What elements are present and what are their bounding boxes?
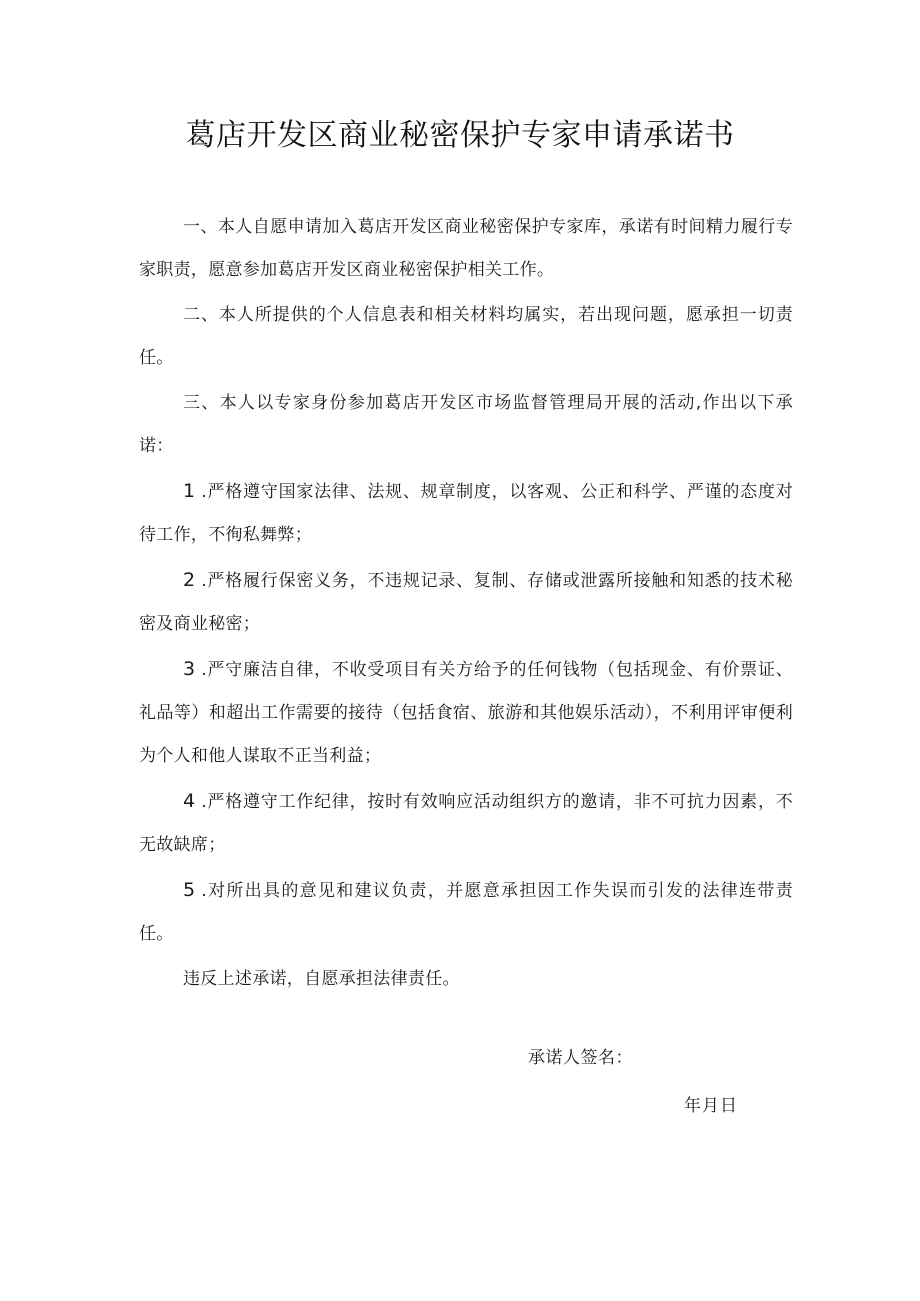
item-number: 1 [183,480,196,502]
item-number: 2 [183,569,196,591]
item-text: .严格履行保密义务，不违规记录、复制、存储或泄露所接触和知悉的技术秘密及商业秘密； [139,571,793,634]
paragraph-3: 三、本人以专家身份参加葛店开发区市场监督管理局开展的活动,作出以下承诺： [139,393,793,456]
item-number: 5 [183,879,196,901]
commitment-item-1 [139,470,793,557]
item-text: .严格遵守国家法律、法规、规章制度，以客观、公正和科学、严谨的态度对待工作，不徇私舞弊； [139,482,793,545]
signature-label: 承诺人签名： [528,1048,633,1068]
commitment-item-4 [139,780,793,867]
item-text: .严守廉洁自律，不收受项目有关方给予的任何钱物（包括现金、有价票证、礼品等）和超出工作需要的接待（包括食宿、旅游和其他娱乐活动），不利用评审便利为个人和他人谋取不正当利益； [139,660,793,766]
closing-statement: 违反上述承诺，自愿承担法律责任。 [183,969,460,989]
item-text: .对所出具的意见和建议负责，并愿意承担因工作失误而引发的法律连带责任。 [139,881,793,944]
item-number: 3 [183,658,196,680]
item-number: 4 [183,790,196,812]
date-label: 年月日 [684,1096,738,1116]
paragraph-1: 一、本人自愿申请加入葛店开发区商业秘密保护专家库，承诺有时间精力履行专家职责，愿意参加葛店开发区商业秘密保护相关工作。 [139,217,793,280]
item-text: .严格遵守工作纪律，按时有效响应活动组织方的邀请，非不可抗力因素，不无故缺席； [139,792,793,855]
commitment-item-2 [139,559,793,646]
paragraph-2: 二、本人所提供的个人信息表和相关材料均属实，若出现问题，愿承担一切责任。 [139,305,793,368]
document-title: 葛店开发区商业秘密保护专家申请承诺书 [185,118,735,153]
commitment-item-3 [139,648,793,778]
document-body [139,206,793,1003]
commitment-item-5 [139,869,793,956]
